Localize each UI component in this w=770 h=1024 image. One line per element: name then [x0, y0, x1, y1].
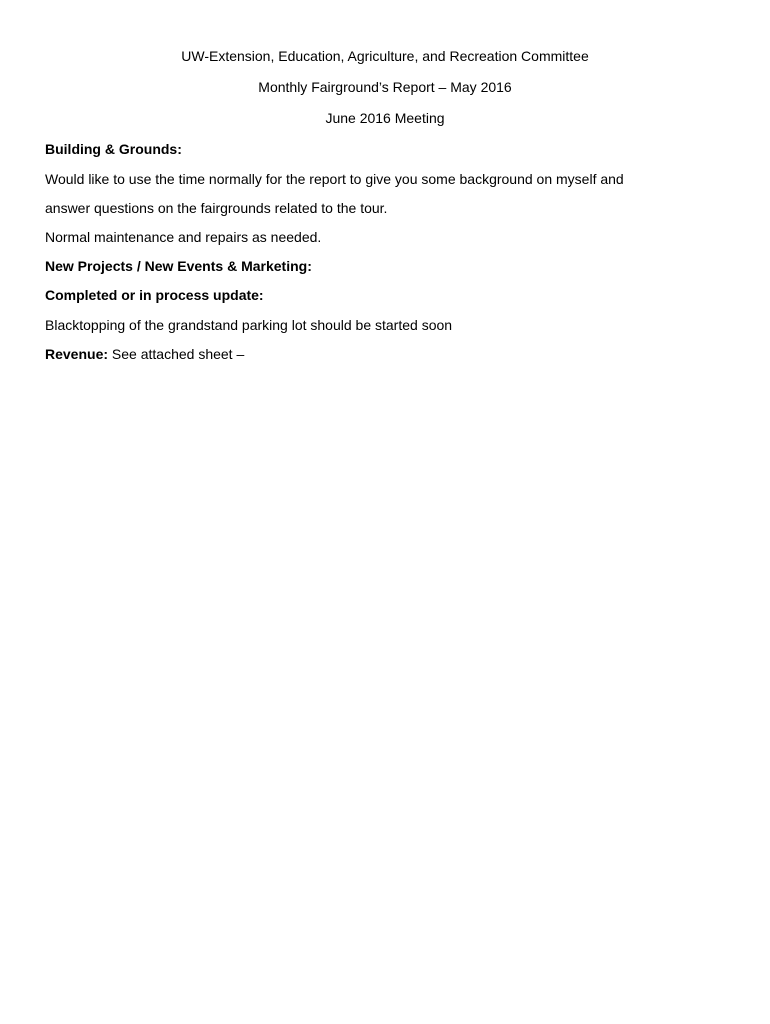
completed-heading: Completed or in process update: — [45, 287, 264, 303]
building-grounds-heading: Building & Grounds: — [45, 141, 182, 157]
revenue-text: See attached sheet – — [108, 346, 245, 362]
maintenance-note: Normal maintenance and repairs as needed. — [45, 229, 322, 245]
building-paragraph-line-2: answer questions on the fairgrounds related to the tour. — [45, 200, 388, 216]
committee-name: UW-Extension, Education, Agriculture, and Recreation Committee — [181, 48, 589, 64]
revenue-line — [45, 345, 244, 363]
blacktopping-note: Blacktopping of the grandstand parking lot should be started soon — [45, 317, 453, 333]
meeting-date: June 2016 Meeting — [325, 110, 445, 126]
report-title: Monthly Fairground’s Report – May 2016 — [258, 79, 512, 95]
revenue-label: Revenue: — [45, 346, 109, 362]
new-projects-heading: New Projects / New Events & Marketing: — [45, 258, 312, 274]
building-paragraph-line-1: Would like to use the time normally for the report to give you some background on myself and — [45, 171, 624, 187]
